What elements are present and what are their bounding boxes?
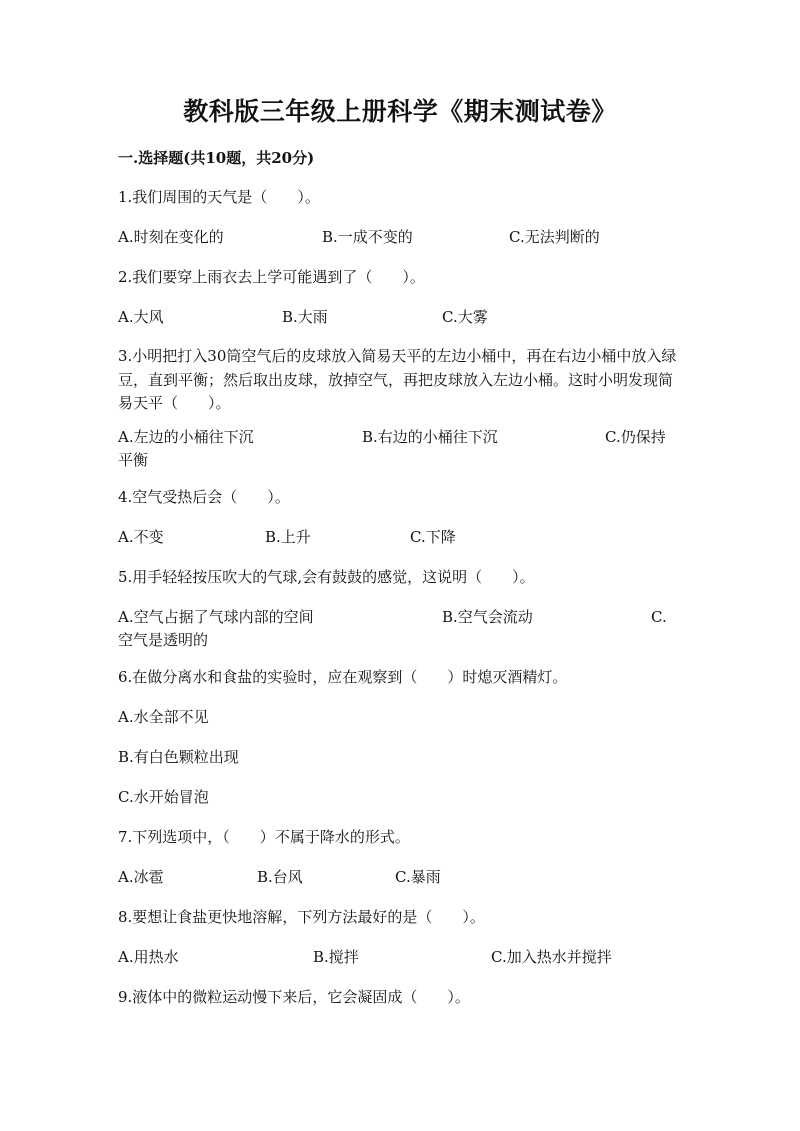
question-6-option-b: B.有白色颗粒出现 xyxy=(118,748,239,766)
question-2-stem: 2.我们要穿上雨衣去上学可能遇到了（ ）。 xyxy=(118,268,425,286)
question-6-option-a: A.水全部不见 xyxy=(118,708,209,726)
question-5-option-a: A.空气占据了气球内部的空间 xyxy=(118,608,314,626)
question-3-stem: 3.小明把打入30筒空气后的皮球放入简易天平的左边小桶中，再在右边小桶中放入绿豆，直到平衡；然后取出皮球，放掉空气，再把皮球放入左边小桶。这时小明发现简易天平（ ）。 xyxy=(118,347,677,412)
question-5-option-c-continued: 空气是透明的 xyxy=(118,631,209,649)
question-1-option-a: A.时刻在变化的 xyxy=(118,228,224,246)
question-7-option-a: A.冰雹 xyxy=(118,868,164,886)
question-1-option-c: C.无法判断的 xyxy=(509,228,600,246)
question-7-option-c: C.暴雨 xyxy=(395,868,441,886)
question-4-option-c: C.下降 xyxy=(410,528,456,546)
question-8-stem: 8.要想让食盐更快地溶解，下列方法最好的是（ ）。 xyxy=(118,908,485,926)
question-4-option-b: B.上升 xyxy=(265,528,311,546)
question-1-stem: 1.我们周围的天气是（ ）。 xyxy=(118,188,320,206)
question-2-option-a: A.大风 xyxy=(118,308,164,326)
question-5-stem: 5.用手轻轻按压吹大的气球,会有鼓鼓的感觉，这说明（ ）。 xyxy=(118,568,535,586)
question-1-option-b: B.一成不变的 xyxy=(322,228,413,246)
question-3-option-a: A.左边的小桶往下沉 xyxy=(118,428,254,446)
section-header: 一.选择题(共10题，共20分) xyxy=(118,149,315,167)
question-8-option-b: B.搅拌 xyxy=(313,948,359,966)
question-4-stem: 4.空气受热后会（ ）。 xyxy=(118,488,290,506)
question-6-option-c: C.水开始冒泡 xyxy=(118,788,209,806)
question-5-option-c: C. xyxy=(651,608,667,626)
question-8-option-c: C.加入热水并搅拌 xyxy=(491,948,612,966)
question-5-option-b: B.空气会流动 xyxy=(442,608,533,626)
question-4-option-a: A.不变 xyxy=(118,528,164,546)
question-9-stem: 9.液体中的微粒运动慢下来后，它会凝固成（ ）。 xyxy=(118,988,470,1006)
page-title: 教科版三年级上册科学《期末测试卷》 xyxy=(183,97,617,126)
question-3-option-c: C.仍保持 xyxy=(605,428,666,446)
question-6-stem: 6.在做分离水和食盐的实验时，应在观察到（ ）时熄灭酒精灯。 xyxy=(118,668,568,686)
question-3-option-c-continued: 平衡 xyxy=(118,451,149,469)
question-7-stem: 7.下列选项中，（ ）不属于降水的形式。 xyxy=(118,828,410,846)
question-3-option-b: B.右边的小桶往下沉 xyxy=(362,428,498,446)
question-7-option-b: B.台风 xyxy=(257,868,303,886)
question-2-option-b: B.大雨 xyxy=(282,308,328,326)
question-8-option-a: A.用热水 xyxy=(118,948,179,966)
question-2-option-c: C.大雾 xyxy=(442,308,488,326)
